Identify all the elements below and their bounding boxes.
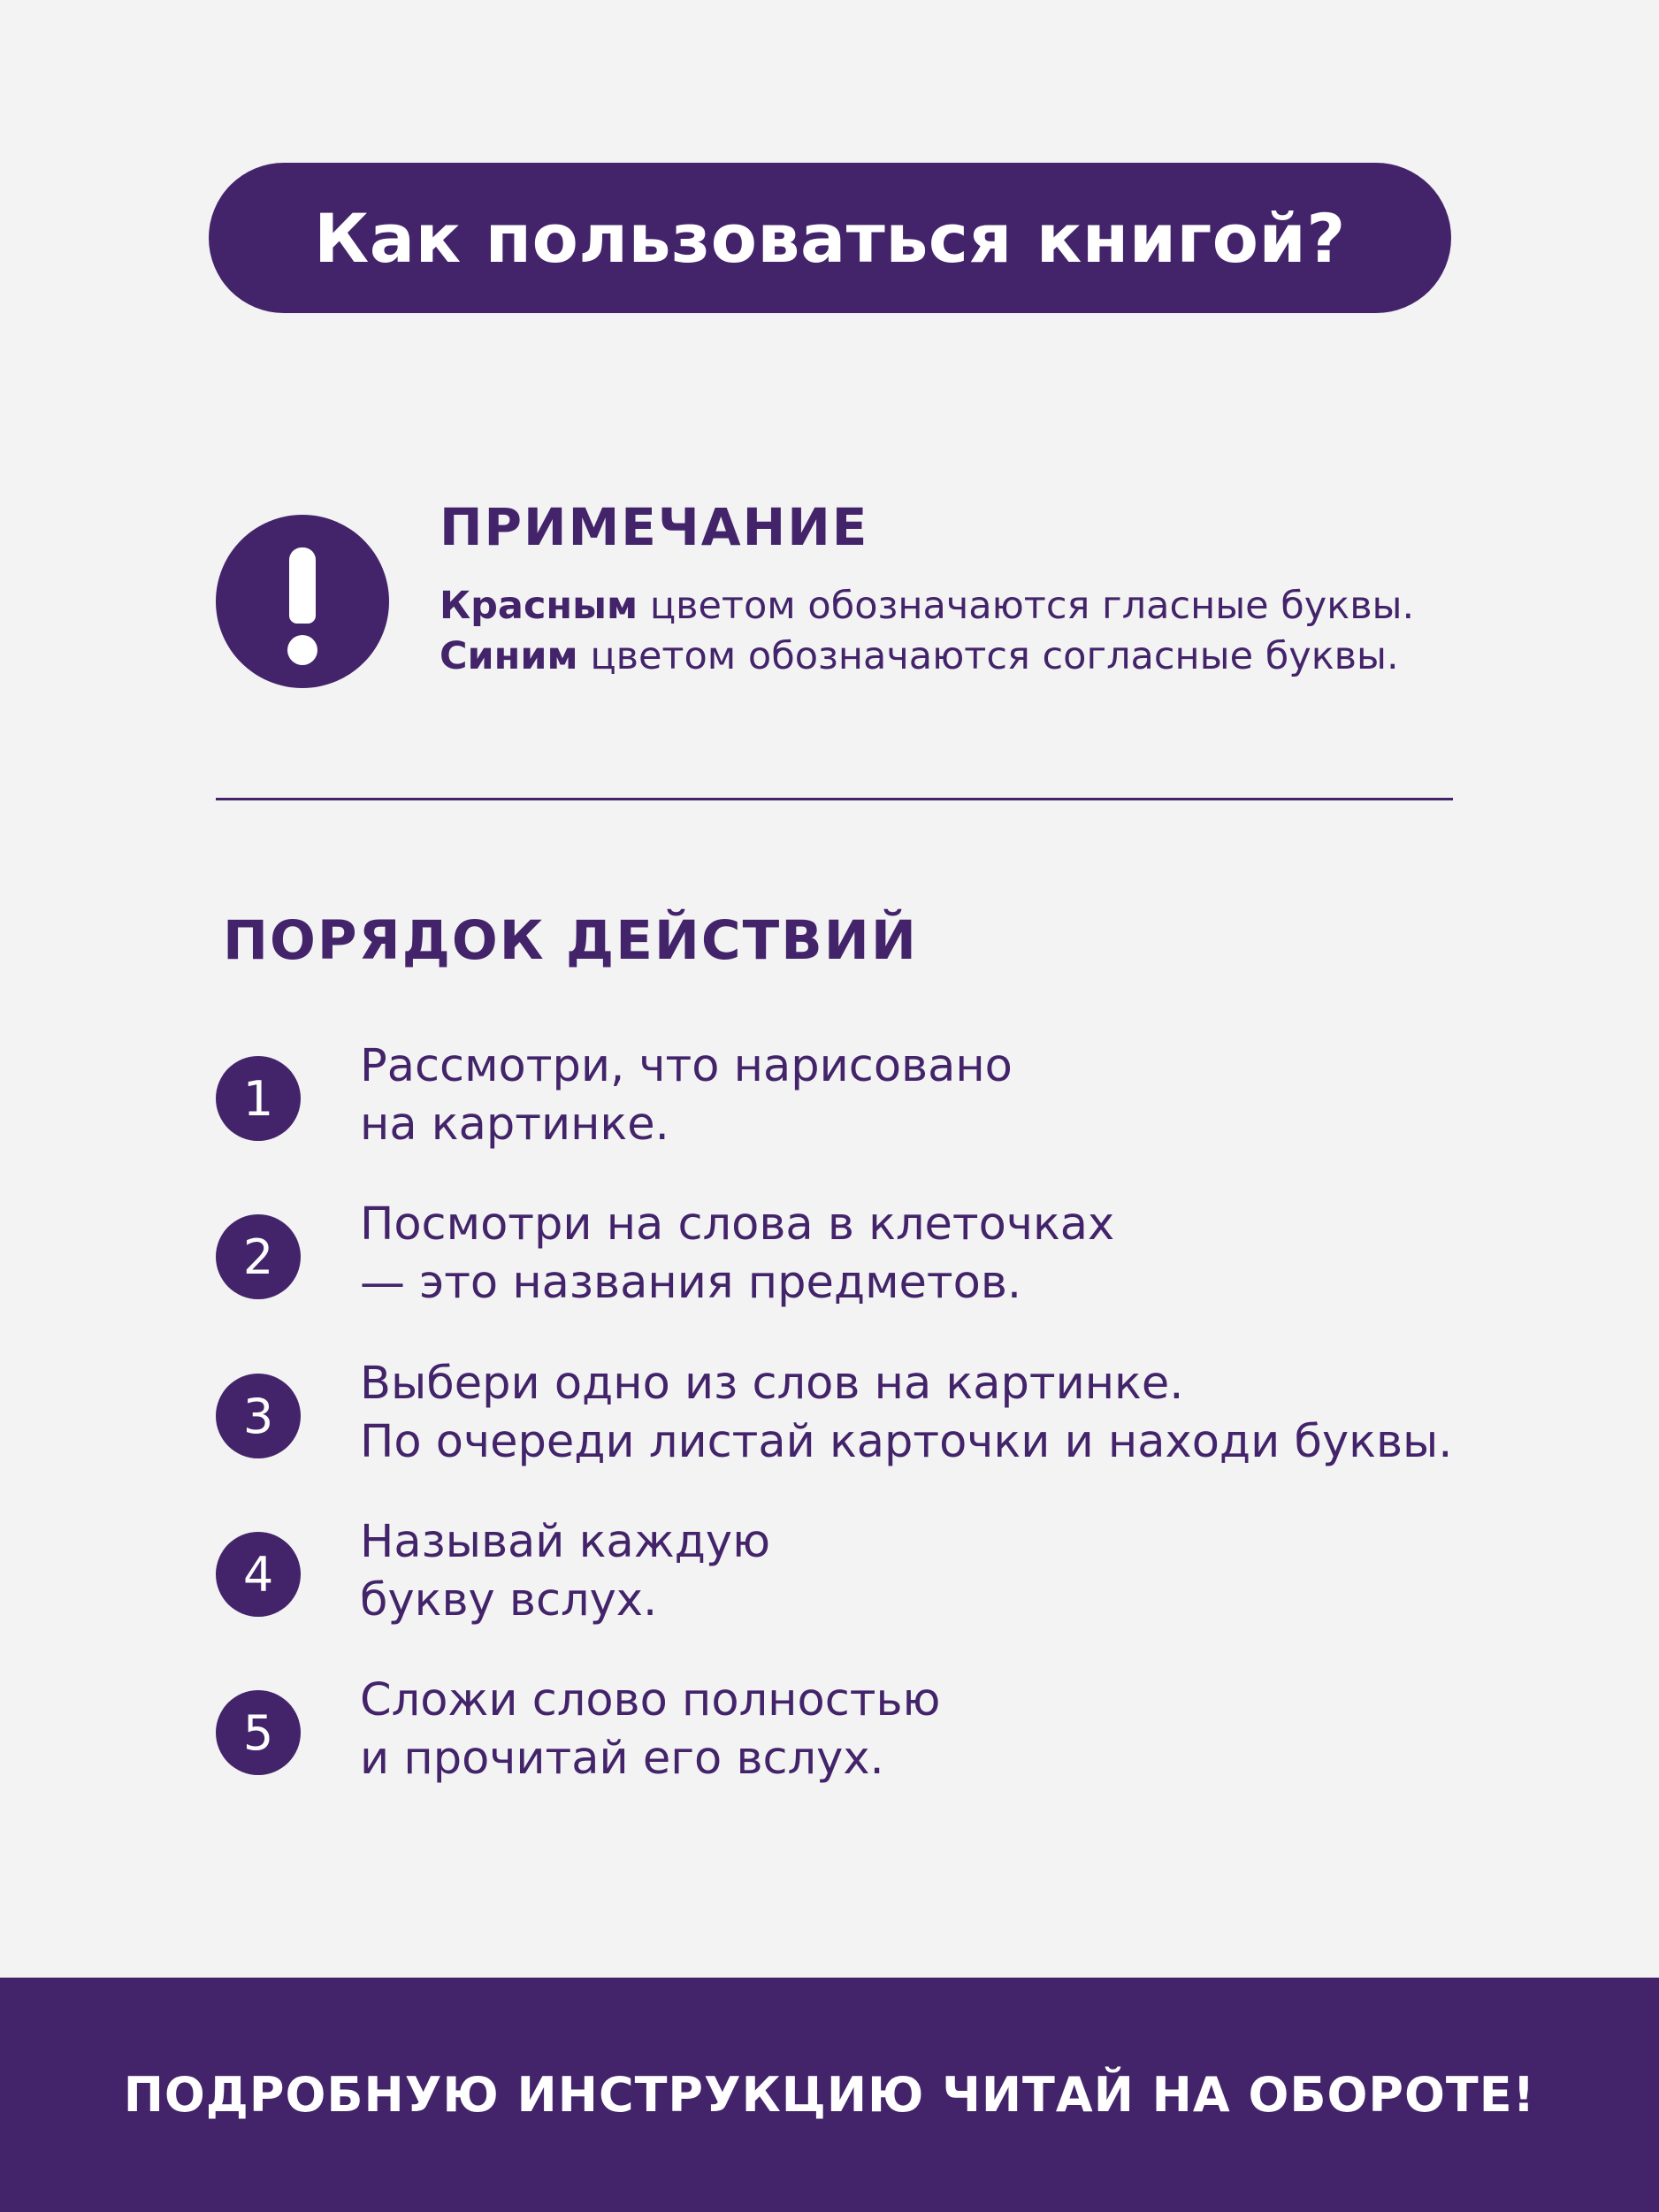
step-text-line: и прочитай его вслух. — [360, 1733, 884, 1785]
step-text — [360, 1355, 1453, 1472]
page-title: Как пользоваться книгой? — [314, 198, 1346, 278]
step-number-badge: 5 — [216, 1690, 301, 1775]
step-item — [216, 1196, 1472, 1320]
step-number-badge: 3 — [216, 1374, 301, 1458]
step-item — [216, 1672, 1472, 1795]
step-item — [216, 1513, 1472, 1637]
step-text-line: букву вслух. — [360, 1574, 658, 1626]
section-divider — [216, 798, 1453, 800]
step-number-badge: 4 — [216, 1532, 301, 1617]
exclamation-icon — [216, 515, 389, 688]
step-text — [360, 1513, 770, 1630]
step-text-line: По очереди листай карточки и находи буквы. — [360, 1416, 1453, 1468]
step-text-line: Посмотри на слова в клеточках — [360, 1198, 1115, 1251]
note-blue-label: Синим — [440, 634, 578, 678]
footer-text: ПОДРОБНУЮ ИНСТРУКЦИЮ ЧИТАЙ НА ОБОРОТЕ! — [123, 2067, 1536, 2123]
step-item — [216, 1037, 1472, 1161]
note-heading: ПРИМЕЧАНИЕ — [440, 497, 869, 557]
step-text — [360, 1672, 940, 1788]
note-line-vowels — [440, 584, 1414, 628]
title-banner — [209, 163, 1451, 313]
step-text-line: Выбери одно из слов на картинке. — [360, 1358, 1184, 1410]
step-text — [360, 1037, 1013, 1154]
note-line-consonants-text: цветом обозначаются согласные буквы. — [577, 634, 1399, 678]
step-number-badge: 1 — [216, 1056, 301, 1141]
footer-banner — [0, 1978, 1659, 2212]
note-red-label: Красным — [440, 584, 638, 628]
steps-heading: ПОРЯДОК ДЕЙСТВИЙ — [223, 909, 918, 972]
step-text-line: на картинке. — [360, 1098, 669, 1151]
step-item — [216, 1355, 1472, 1479]
step-text-line: Называй каждую — [360, 1516, 771, 1568]
step-number-badge: 2 — [216, 1214, 301, 1299]
exclamation-dot — [287, 635, 317, 665]
step-text-line: — это названия предметов. — [360, 1257, 1022, 1309]
step-text — [360, 1196, 1114, 1313]
exclamation-bar — [289, 547, 316, 624]
note-line-vowels-text: цветом обозначаются гласные буквы. — [638, 584, 1415, 628]
note-line-consonants — [440, 634, 1399, 678]
step-text-line: Рассмотри, что нарисовано — [360, 1040, 1013, 1092]
step-text-line: Сложи слово полностью — [360, 1674, 941, 1726]
